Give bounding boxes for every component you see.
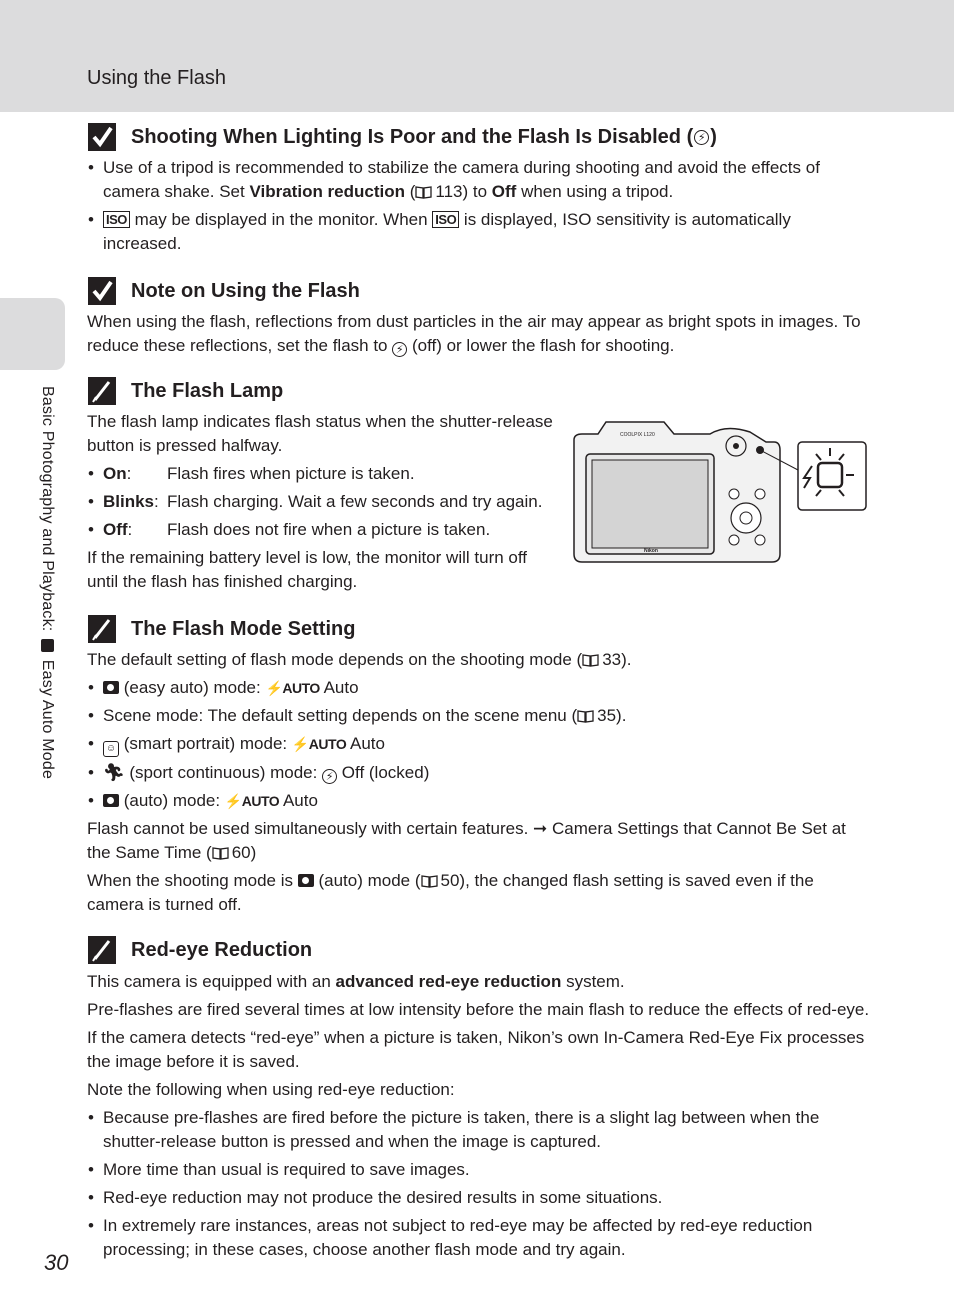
term: Off (103, 520, 128, 539)
paragraph (87, 310, 872, 358)
list-item (87, 156, 872, 204)
section-heading-flash-mode (87, 614, 355, 644)
book-ref-icon (582, 650, 599, 664)
easy-auto-icon (103, 681, 119, 694)
flash-auto-icon: ⚡AUTO (291, 736, 347, 752)
text: Off (locked) (337, 763, 430, 782)
book-ref-icon (421, 871, 438, 885)
camera-model-text: COOLPIX L120 (620, 432, 655, 438)
book-ref-icon (212, 843, 229, 857)
text: When using the flash, reflections from dust particles in the air may appear as bright spots in images. To reduce these reflections, set the flash to (87, 312, 861, 355)
text: when using a tripod. (516, 182, 674, 201)
flash-off-icon: ⚡ (694, 130, 709, 145)
text: ( (405, 182, 416, 201)
camera-brand-text: Nikon (644, 548, 658, 554)
text: (off) or lower the flash for shooting. (407, 336, 675, 355)
sep: : (127, 520, 133, 539)
iso-icon: ISO (103, 211, 130, 228)
list-item: • In extremely rare instances, areas not subject to red-eye may be affected by red-eye reduction processing; in these cases, choose another flash mode and try again. (87, 1214, 872, 1262)
text: may be displayed in the monitor. When (129, 210, 433, 229)
smart-portrait-icon: ☺ (103, 741, 119, 757)
flash-off-icon: ⚡ (322, 769, 337, 784)
desc: Flash charging. Wait a few seconds and try again. (167, 492, 543, 511)
book-ref-icon (577, 706, 594, 720)
section-heading-flash-lamp (87, 376, 283, 406)
paragraph (87, 817, 872, 865)
list-item (87, 490, 557, 514)
text: system. (561, 972, 625, 991)
list-item (87, 518, 557, 542)
text: Auto (279, 791, 318, 810)
text: (sport continuous) mode: (124, 763, 323, 782)
iso-icon: ISO (432, 211, 459, 228)
chapter-tab (0, 298, 65, 370)
flash-auto-icon: ⚡AUTO (265, 680, 320, 696)
paragraph: Note the following when using red-eye reduction: (87, 1080, 455, 1099)
list-item (87, 462, 557, 486)
chapter-side-label (38, 386, 56, 779)
section2-body (87, 310, 872, 362)
caution-check-icon (87, 276, 117, 306)
heading-end: ) (710, 125, 717, 148)
paragraph (87, 869, 872, 917)
text: Flash cannot be used simultaneously with certain features. ➞ Camera Settings that Cannot Be Set at the Same Time ( (87, 819, 846, 862)
text: This camera is equipped with an (87, 972, 336, 991)
heading-text: The Flash Mode Setting (131, 617, 356, 640)
text: (auto) mode: (119, 791, 225, 810)
flash-off-icon: ⚡ (392, 342, 407, 357)
list-item: • Red-eye reduction may not produce the desired results in some situations. (87, 1186, 872, 1210)
paragraph: Pre-flashes are fired several times at low intensity before the main flash to reduce the effects of red-eye. (87, 1000, 870, 1019)
text: (auto) mode ( (313, 871, 421, 890)
bold-text: Vibration reduction (249, 182, 406, 201)
term: Blinks (103, 492, 155, 511)
desc: Flash fires when picture is taken. (167, 464, 415, 483)
heading-text: Note on Using the Flash (131, 279, 360, 302)
bold-text: advanced red-eye reduction (335, 972, 562, 991)
list-item (87, 208, 872, 256)
text: 35). (597, 706, 627, 725)
section3-body (87, 410, 557, 598)
chapter-label-part1: Basic Photography and Playback: (39, 386, 56, 632)
text: When the shooting mode is (87, 871, 298, 890)
caution-check-icon (87, 122, 117, 152)
list-item: • More time than usual is required to save images. (87, 1158, 872, 1182)
note-pencil-icon (87, 935, 117, 965)
text: Auto (346, 734, 385, 753)
list-item (87, 676, 872, 700)
sport-continuous-icon: 🏃︎ (103, 763, 125, 782)
section4-body (87, 648, 872, 921)
book-ref-icon (415, 182, 432, 196)
list-item (87, 789, 872, 813)
heading-text: Shooting When Lighting Is Poor and the Flash Is Disabled ( (131, 125, 694, 148)
section1-body (87, 156, 872, 260)
text: 33). (602, 650, 632, 669)
paragraph (87, 970, 872, 994)
section5-body (87, 970, 872, 1266)
chapter-label-part2: Easy Auto Mode (39, 659, 56, 780)
text: (smart portrait) mode: (119, 734, 292, 753)
sep: : (154, 492, 159, 511)
list-item (87, 761, 872, 785)
heading-text: Red-eye Reduction (131, 938, 313, 961)
section-heading-red-eye (87, 935, 312, 965)
section-heading-note-flash (87, 276, 360, 306)
list-item (87, 732, 872, 757)
term: On (103, 464, 127, 483)
text: Scene mode: The default setting depends on the scene menu ( (103, 706, 578, 725)
auto-mode-icon (298, 874, 314, 887)
text: 50), the changed flash setting is saved even if the camera is turned off. (87, 871, 814, 914)
easy-auto-icon (41, 639, 54, 652)
desc: Flash does not fire when a picture is taken. (167, 520, 491, 539)
paragraph: The flash lamp indicates flash status when the shutter-release button is pressed halfway. (87, 412, 553, 455)
sep: : (126, 464, 132, 483)
header-band (0, 0, 954, 112)
flash-auto-icon: ⚡AUTO (224, 793, 280, 809)
text: 113) to (435, 182, 492, 201)
auto-mode-icon (103, 794, 119, 807)
note-pencil-icon (87, 614, 117, 644)
heading-text: The Flash Lamp (131, 379, 284, 402)
text: (easy auto) mode: (119, 678, 266, 697)
text: Auto (319, 678, 359, 697)
bold-text: Off (491, 182, 517, 201)
running-header-title: Using the Flash (87, 67, 226, 89)
section-heading-poor-lighting (87, 122, 717, 152)
paragraph: If the remaining battery level is low, the monitor will turn off until the flash has finished charging. (87, 548, 527, 591)
text: is displayed, ISO sensitivity is automatically increased. (103, 210, 791, 253)
text: The default setting of flash mode depends on the shooting mode ( (87, 650, 583, 669)
page-number: 30 (44, 1250, 69, 1275)
list-item (87, 704, 872, 728)
camera-back-illustration (570, 418, 870, 566)
paragraph (87, 648, 872, 672)
text: 60) (231, 843, 257, 862)
note-pencil-icon (87, 376, 117, 406)
paragraph: If the camera detects “red-eye” when a picture is taken, Nikon’s own In-Camera Red-Eye Fix processes the image before it is saved. (87, 1028, 865, 1071)
list-item: • Because pre-flashes are fired before the picture is taken, there is a slight lag between when the shutter-release button is pressed and when the image is captured. (87, 1106, 872, 1154)
text: Use of a tripod is recommended to stabilize the camera during shooting and avoid the effects of camera shake. Set (103, 158, 820, 201)
